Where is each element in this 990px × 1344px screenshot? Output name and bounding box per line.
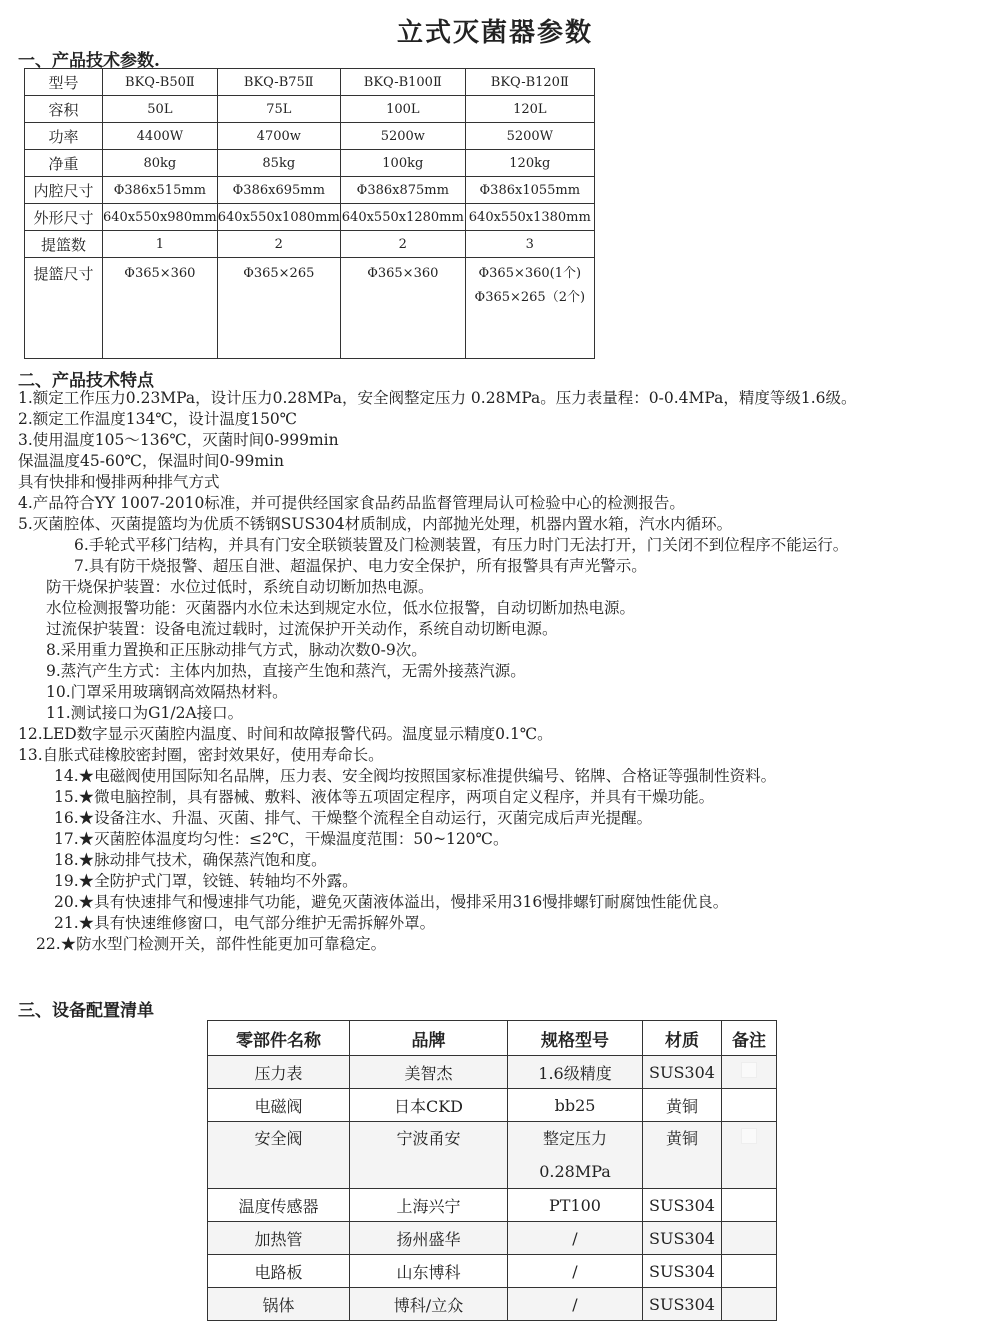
table-cell: 4400W <box>103 123 218 150</box>
table-row <box>25 150 595 177</box>
list-item: 5.灭菌腔体、灭菌提篮均为优质不锈钢SUS304材质制成，内部抛光处理，机器内置水箱，汽水内循环。 <box>18 515 733 533</box>
table-cell: Φ386x1055mm <box>465 177 594 204</box>
table-cell: SUS304 <box>643 1056 722 1089</box>
table-cell: 电路板 <box>208 1255 350 1288</box>
table-cell: 100L <box>340 96 465 123</box>
table-row <box>208 1189 777 1222</box>
table-cell: SUS304 <box>643 1288 722 1321</box>
table-cell: Φ365×360 <box>103 258 218 359</box>
table-cell <box>722 1255 777 1288</box>
table-cell <box>722 1189 777 1222</box>
table-row <box>208 1122 777 1189</box>
list-item: 10.门罩采用玻璃钢高效隔热材料。 <box>46 683 288 701</box>
row-label: 净重 <box>25 150 103 177</box>
table-row <box>25 69 595 96</box>
table-cell: SUS304 <box>643 1255 722 1288</box>
table-cell: Φ365×265 <box>217 258 340 359</box>
table-row <box>25 258 595 359</box>
table-cell: BKQ-B50Ⅱ <box>103 69 218 96</box>
spec-table <box>24 68 595 359</box>
table-cell <box>722 1056 777 1089</box>
table-cell: 加热管 <box>208 1222 350 1255</box>
column-header: 零部件名称 <box>208 1021 350 1056</box>
row-label: 提篮尺寸 <box>25 258 103 359</box>
table-cell: / <box>508 1222 643 1255</box>
column-header: 材质 <box>643 1021 722 1056</box>
list-item: 8.采用重力置换和正压脉动排气方式，脉动次数0-9次。 <box>46 641 427 659</box>
table-cell <box>722 1089 777 1122</box>
list-item: 11.测试接口为G1/2A接口。 <box>46 704 244 722</box>
table-cell: 博科/立众 <box>350 1288 508 1321</box>
table-cell: 50L <box>103 96 218 123</box>
table-cell: 日本CKD <box>350 1089 508 1122</box>
table-cell: SUS304 <box>643 1189 722 1222</box>
list-item: 19.★全防护式门罩，铰链、转轴均不外露。 <box>54 872 358 890</box>
table-cell: Φ365×360 <box>340 258 465 359</box>
table-cell: 美智杰 <box>350 1056 508 1089</box>
table-cell: 2 <box>340 231 465 258</box>
remark-mark <box>741 1128 757 1144</box>
table-cell: SUS304 <box>643 1222 722 1255</box>
table-cell: 压力表 <box>208 1056 350 1089</box>
table-cell: 锅体 <box>208 1288 350 1321</box>
table-cell: bb25 <box>508 1089 643 1122</box>
table-row <box>208 1222 777 1255</box>
table-cell: BKQ-B100Ⅱ <box>340 69 465 96</box>
table-row <box>25 177 595 204</box>
column-header: 品牌 <box>350 1021 508 1056</box>
cell-line: Φ365×360(1个) <box>478 266 582 281</box>
table-cell: 120kg <box>465 150 594 177</box>
table-cell: BKQ-B120Ⅱ <box>465 69 594 96</box>
table-cell: / <box>508 1288 643 1321</box>
table-cell: 100kg <box>340 150 465 177</box>
page-title: 立式灭菌器参数 <box>396 18 593 48</box>
config-table <box>207 1020 777 1321</box>
section-heading-specs: 一、产品技术参数. <box>18 51 160 71</box>
list-item: 3.使用温度105～136℃，灭菌时间0-999min <box>18 431 339 449</box>
list-item: 6.手轮式平移门结构，并具有门安全联锁装置及门检测装置，有压力时门无法打开，门关闭不到位程序不能运行。 <box>74 536 849 554</box>
table-header-row <box>208 1021 777 1056</box>
table-cell: 黄铜 <box>643 1122 722 1189</box>
table-cell: 640x550x1280mm <box>340 204 465 231</box>
list-item: 17.★灭菌腔体温度均匀性：≤2℃，干燥温度范围：50~120℃。 <box>54 830 509 848</box>
table-cell: 上海兴宁 <box>350 1189 508 1222</box>
remark-mark <box>741 1062 757 1078</box>
list-item: 7.具有防干烧报警、超压自泄、超温保护、电力安全保护，所有报警具有声光警示。 <box>74 557 647 575</box>
table-cell: 5200W <box>465 123 594 150</box>
table-row <box>208 1089 777 1122</box>
row-label: 提篮数 <box>25 231 103 258</box>
feature-list <box>18 388 968 955</box>
table-cell: 安全阀 <box>208 1122 350 1189</box>
list-item: 过流保护装置：设备电流过载时，过流保护开关动作，系统自动切断电源。 <box>46 620 558 638</box>
list-item: 18.★脉动排气技术，确保蒸汽饱和度。 <box>54 851 327 869</box>
row-label: 功率 <box>25 123 103 150</box>
table-cell: 640x550x1380mm <box>465 204 594 231</box>
column-header: 规格型号 <box>508 1021 643 1056</box>
table-cell: PT100 <box>508 1189 643 1222</box>
table-cell: BKQ-B75Ⅱ <box>217 69 340 96</box>
table-cell: 宁波甬安 <box>350 1122 508 1189</box>
table-cell: 电磁阀 <box>208 1089 350 1122</box>
table-row <box>25 96 595 123</box>
table-cell: 640x550x980mm <box>103 204 218 231</box>
table-row <box>25 123 595 150</box>
table-cell: Φ386x515mm <box>103 177 218 204</box>
list-item: 20.★具有快速排气和慢速排气功能，避免灭菌液体溢出，慢排采用316慢排螺钉耐腐蚀性能优良。 <box>54 893 729 911</box>
table-cell: 5200w <box>340 123 465 150</box>
list-item: 12.LED数字显示灭菌腔内温度、时间和故障报警代码。温度显示精度0.1℃。 <box>18 725 553 743</box>
table-row <box>25 231 595 258</box>
table-cell: 80kg <box>103 150 218 177</box>
list-item: 22.★防水型门检测开关，部件性能更加可靠稳定。 <box>36 935 387 953</box>
list-item: 13.自胀式硅橡胶密封圈，密封效果好，使用寿命长。 <box>18 746 384 764</box>
list-item: 21.★具有快速维修窗口，电气部分维护无需拆解外罩。 <box>54 914 436 932</box>
table-cell <box>465 258 594 359</box>
table-cell: Φ386x695mm <box>217 177 340 204</box>
list-item: 1.额定工作压力0.23MPa，设计压力0.28MPa，安全阀整定压力 0.28MPa。压力表量程：0-0.4MPa，精度等级1.6级。 <box>18 389 857 407</box>
list-item: 水位检测报警功能：灭菌器内水位未达到规定水位，低水位报警，自动切断加热电源。 <box>46 599 636 617</box>
list-item: 15.★微电脑控制，具有器械、敷料、液体等五项固定程序，两项自定义程序，并具有干燥功能。 <box>54 788 715 806</box>
table-cell <box>722 1122 777 1189</box>
table-cell: 3 <box>465 231 594 258</box>
table-cell: 120L <box>465 96 594 123</box>
row-label: 外形尺寸 <box>25 204 103 231</box>
list-item: 2.额定工作温度134℃，设计温度150℃ <box>18 410 298 428</box>
list-item: 16.★设备注水、升温、灭菌、排气、干燥整个流程全自动运行，灭菌完成后声光提醒。 <box>54 809 653 827</box>
table-cell: 640x550x1080mm <box>217 204 340 231</box>
table-row <box>208 1056 777 1089</box>
table-cell: 85kg <box>217 150 340 177</box>
section-heading-features: 二、产品技术特点 <box>18 371 154 391</box>
table-cell: Φ386x875mm <box>340 177 465 204</box>
table-cell: / <box>508 1255 643 1288</box>
table-cell: 整定压力0.28MPa <box>508 1122 643 1189</box>
table-cell <box>722 1222 777 1255</box>
list-item: 14.★电磁阀使用国际知名品牌，压力表、安全阀均按照国家标准提供编号、铭牌、合格证等强制性资料。 <box>54 767 777 785</box>
table-cell: 黄铜 <box>643 1089 722 1122</box>
table-row <box>208 1255 777 1288</box>
table-row <box>208 1288 777 1321</box>
table-cell: 温度传感器 <box>208 1189 350 1222</box>
list-item: 4.产品符合YY 1007-2010标准，并可提供经国家食品药品监督管理局认可检验中心的检测报告。 <box>18 494 685 512</box>
table-cell: 山东博科 <box>350 1255 508 1288</box>
table-cell: 1.6级精度 <box>508 1056 643 1089</box>
table-cell: 1 <box>103 231 218 258</box>
table-row <box>25 204 595 231</box>
list-item: 9.蒸汽产生方式：主体内加热，直接产生饱和蒸汽，无需外接蒸汽源。 <box>46 662 526 680</box>
table-cell: 4700w <box>217 123 340 150</box>
list-item: 具有快排和慢排两种排气方式 <box>18 473 220 491</box>
table-cell: 75L <box>217 96 340 123</box>
row-label: 容积 <box>25 96 103 123</box>
cell-line: Φ365×265（2个) <box>474 290 586 305</box>
row-label: 内腔尺寸 <box>25 177 103 204</box>
list-item: 防干烧保护装置：水位过低时，系统自动切断加热电源。 <box>46 578 434 596</box>
row-label: 型号 <box>25 69 103 96</box>
table-cell <box>722 1288 777 1321</box>
table-cell: 扬州盛华 <box>350 1222 508 1255</box>
column-header: 备注 <box>722 1021 777 1056</box>
section-heading-config: 三、设备配置清单 <box>18 1001 154 1021</box>
list-item: 保温温度45-60℃，保温时间0-99min <box>18 452 284 470</box>
table-cell: 2 <box>217 231 340 258</box>
